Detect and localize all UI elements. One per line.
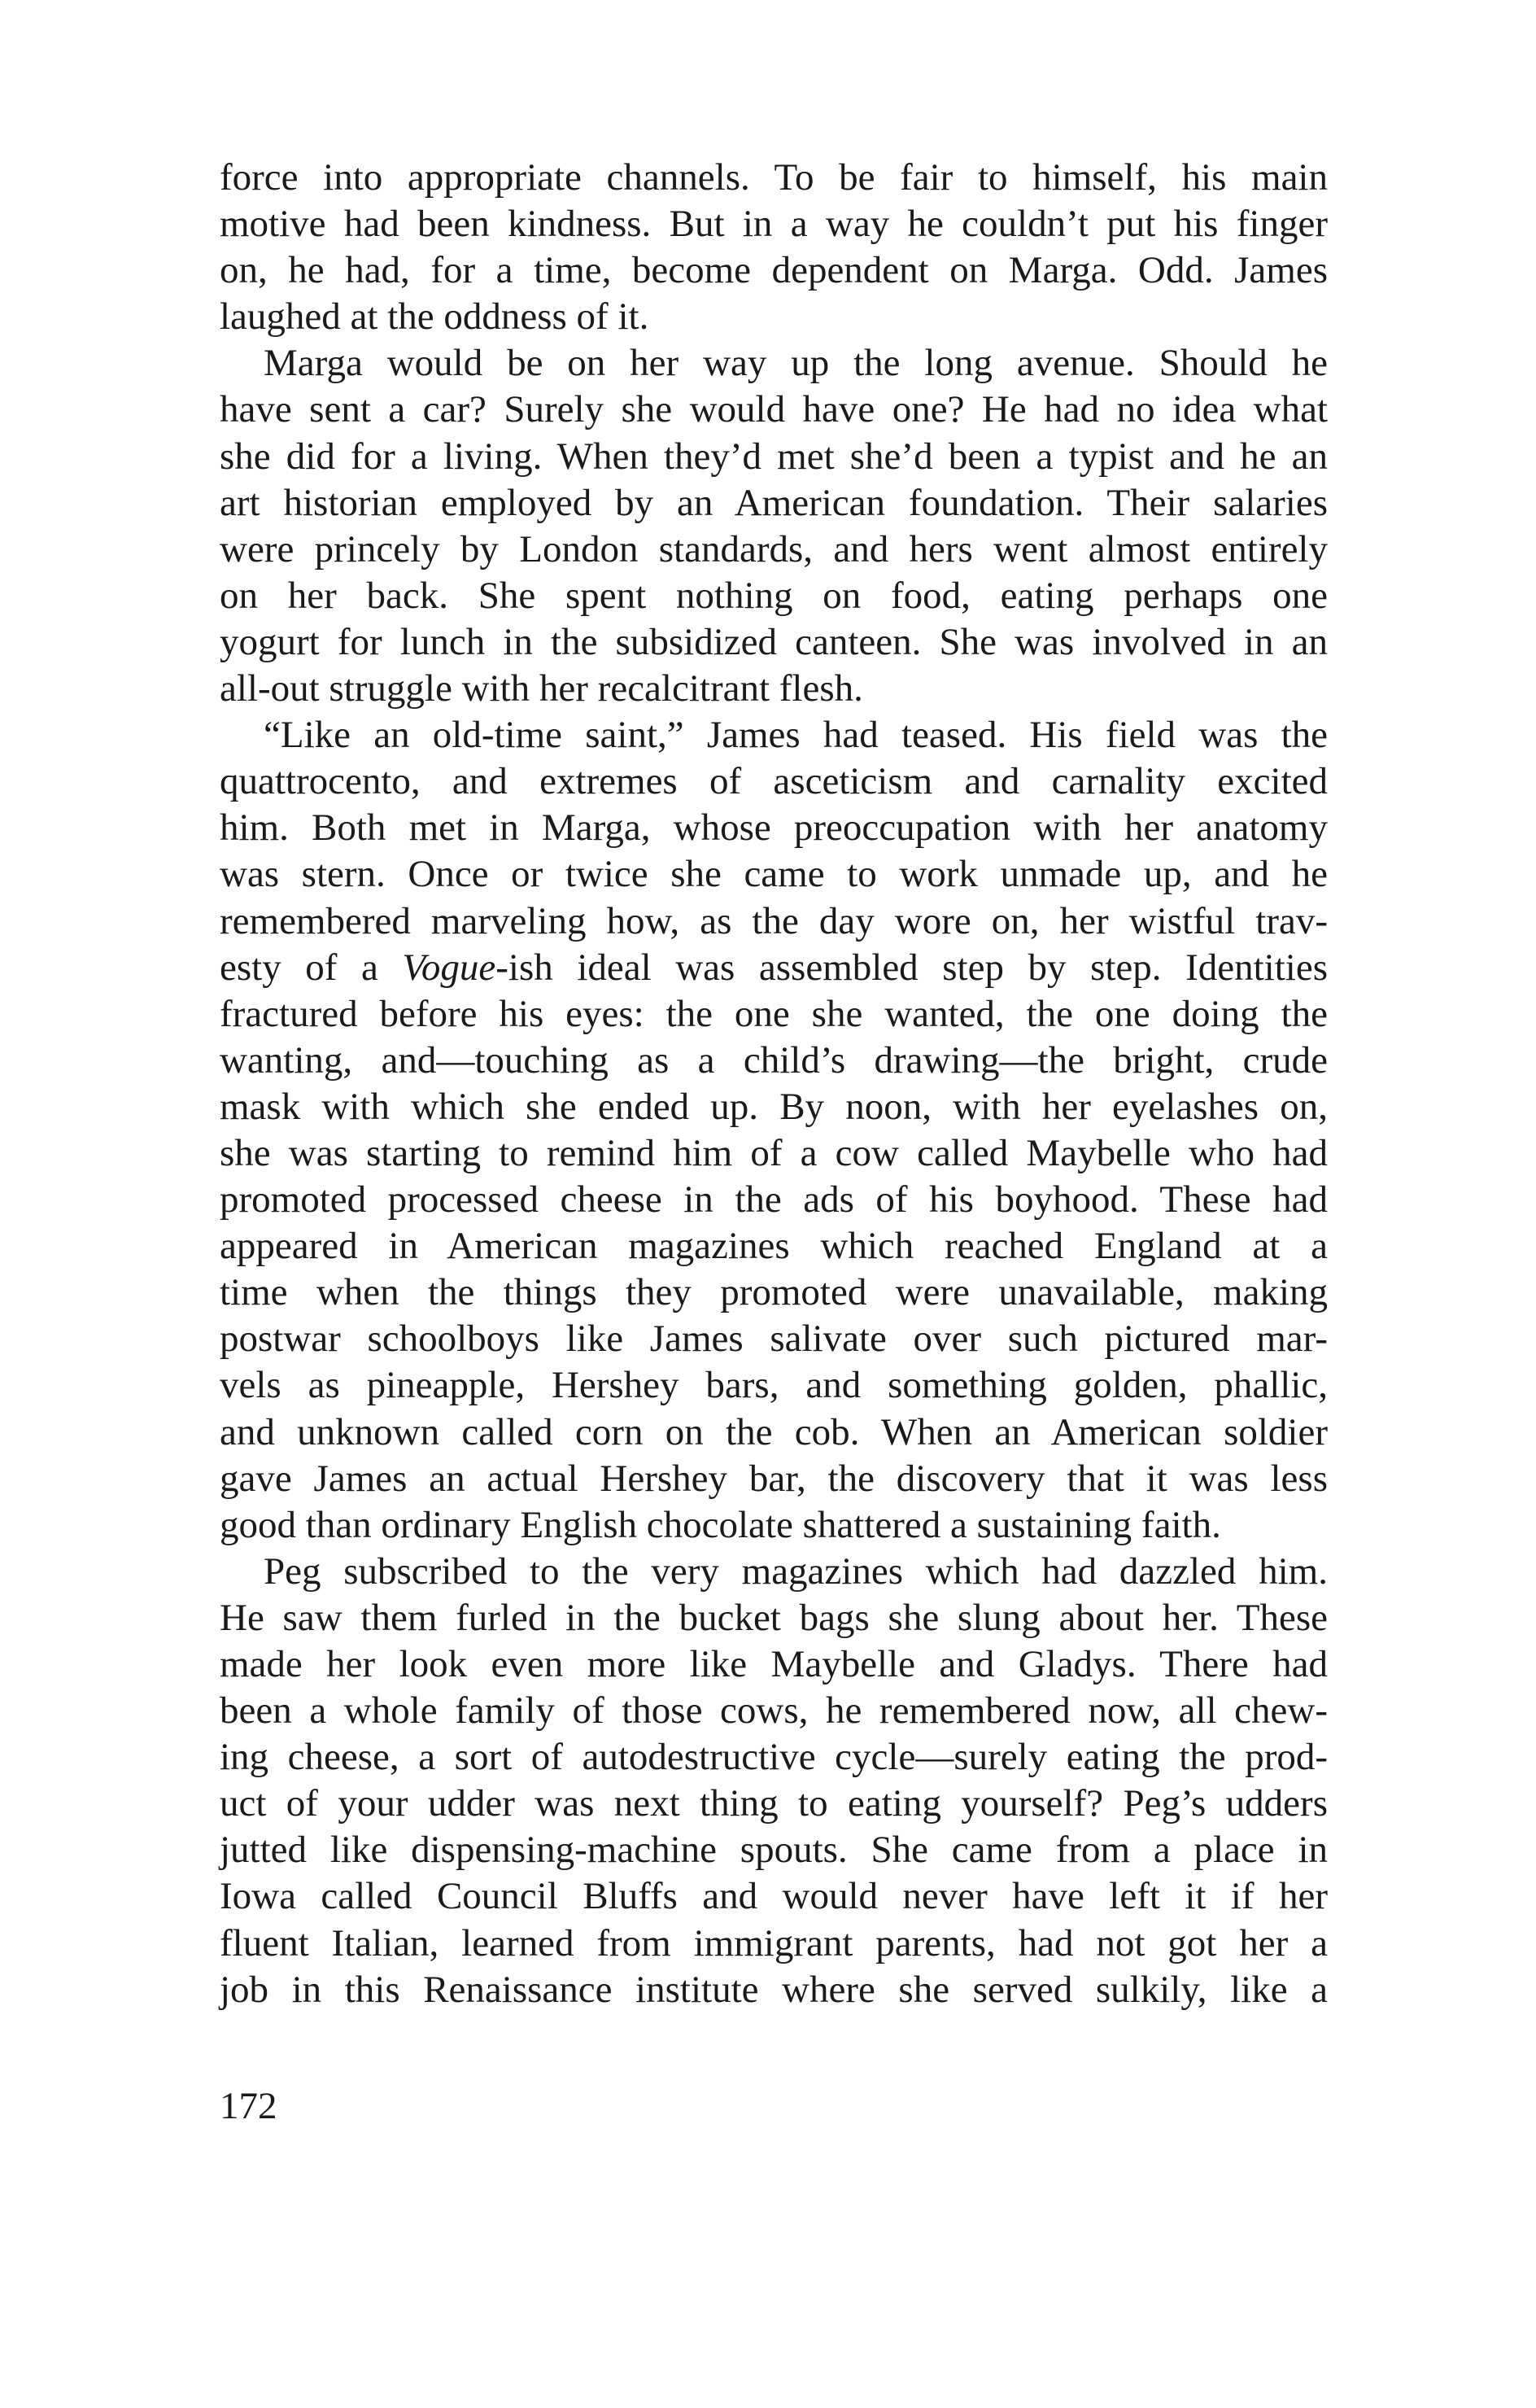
text-line: Peg subscribed to the very magazines which had dazzled him.: [264, 1549, 1328, 1593]
text-line: wanting, and—touching as a child’s drawing—the bright, crude: [220, 1038, 1328, 1082]
text-line-segment: -ish ideal was assembled step by step. Identities: [495, 946, 1328, 989]
text-line: were princely by London standards, and hers went almost entirely: [220, 527, 1328, 570]
text-line: appeared in American magazines which reached England at a: [220, 1225, 1328, 1268]
text-line: all-out struggle with her recalcitrant flesh.: [220, 667, 863, 710]
text-line: she did for a living. When they’d met she’d been a typist and he an: [220, 435, 1328, 478]
page-number: 172: [220, 2085, 277, 2127]
text-line: motive had been kindness. But in a way he couldn’t put his finger: [220, 203, 1328, 246]
text-line-segment: esty of a: [220, 946, 403, 989]
text-line: and unknown called corn on the cob. When an American soldier: [220, 1410, 1328, 1453]
text-line: ing cheese, a sort of autodestructive cycle—surely eating the prod-: [220, 1736, 1328, 1779]
text-line: time when the things they promoted were unavailable, making: [220, 1271, 1328, 1314]
text-line: on, he had, for a time, become dependent on Marga. Odd. James: [220, 249, 1328, 292]
text-line: promoted processed cheese in the ads of his boyhood. These had: [220, 1178, 1328, 1221]
body-text: [220, 155, 1328, 2013]
text-line: Marga would be on her way up the long avenue. Should he: [264, 342, 1328, 385]
text-line: He saw them furled in the bucket bags she slung about her. These: [220, 1596, 1328, 1639]
text-line: “Like an old-time saint,” James had teased. His field was the: [264, 714, 1328, 757]
text-line: have sent a car? Surely she would have one? He had no idea what: [220, 388, 1328, 431]
text-line: postwar schoolboys like James salivate over such pictured mar-: [220, 1318, 1328, 1361]
text-line: was stern. Once or twice she came to work unmade up, and he: [220, 853, 1328, 896]
text-line: him. Both met in Marga, whose preoccupation with her anatomy: [220, 806, 1328, 850]
text-line: quattrocento, and extremes of asceticism and carnality excited: [220, 760, 1328, 803]
text-line: yogurt for lunch in the subsidized canteen. She was involved in an: [220, 620, 1328, 663]
text-line: she was starting to remind him of a cow called Maybelle who had: [220, 1131, 1328, 1174]
text-line: mask with which she ended up. By noon, with her eyelashes on,: [220, 1085, 1328, 1128]
text-line: [220, 945, 1328, 991]
text-line: job in this Renaissance institute where she served sulkily, like a: [220, 1968, 1328, 2011]
text-line: remembered marveling how, as the day wore on, her wistful trav-: [220, 899, 1328, 942]
text-line: Iowa called Council Bluffs and would never have left it if her: [220, 1875, 1328, 1918]
text-line: fluent Italian, learned from immigrant parents, had not got her a: [220, 1921, 1328, 1964]
text-line: uct of your udder was next thing to eating yourself? Peg’s udders: [220, 1782, 1328, 1825]
text-line: laughed at the oddness of it.: [220, 295, 649, 339]
text-line: made her look even more like Maybelle and Gladys. There had: [220, 1643, 1328, 1685]
text-line: force into appropriate channels. To be fair to himself, his main: [220, 156, 1328, 199]
text-line: been a whole family of those cows, he remembered now, all chew-: [220, 1689, 1328, 1733]
text-line: good than ordinary English chocolate shattered a sustaining faith.: [220, 1503, 1221, 1546]
text-line: jutted like dispensing-machine spouts. She came from a place in: [220, 1829, 1328, 1872]
text-line: art historian employed by an American foundation. Their salaries: [220, 481, 1328, 524]
italic-title: Vogue: [402, 946, 496, 989]
text-line: on her back. She spent nothing on food, eating perhaps one: [220, 574, 1328, 617]
text-line: vels as pineapple, Hershey bars, and something golden, phallic,: [220, 1364, 1328, 1407]
text-line: fractured before his eyes: the one she wanted, the one doing the: [220, 992, 1328, 1035]
text-line: gave James an actual Hershey bar, the discovery that it was less: [220, 1457, 1328, 1500]
